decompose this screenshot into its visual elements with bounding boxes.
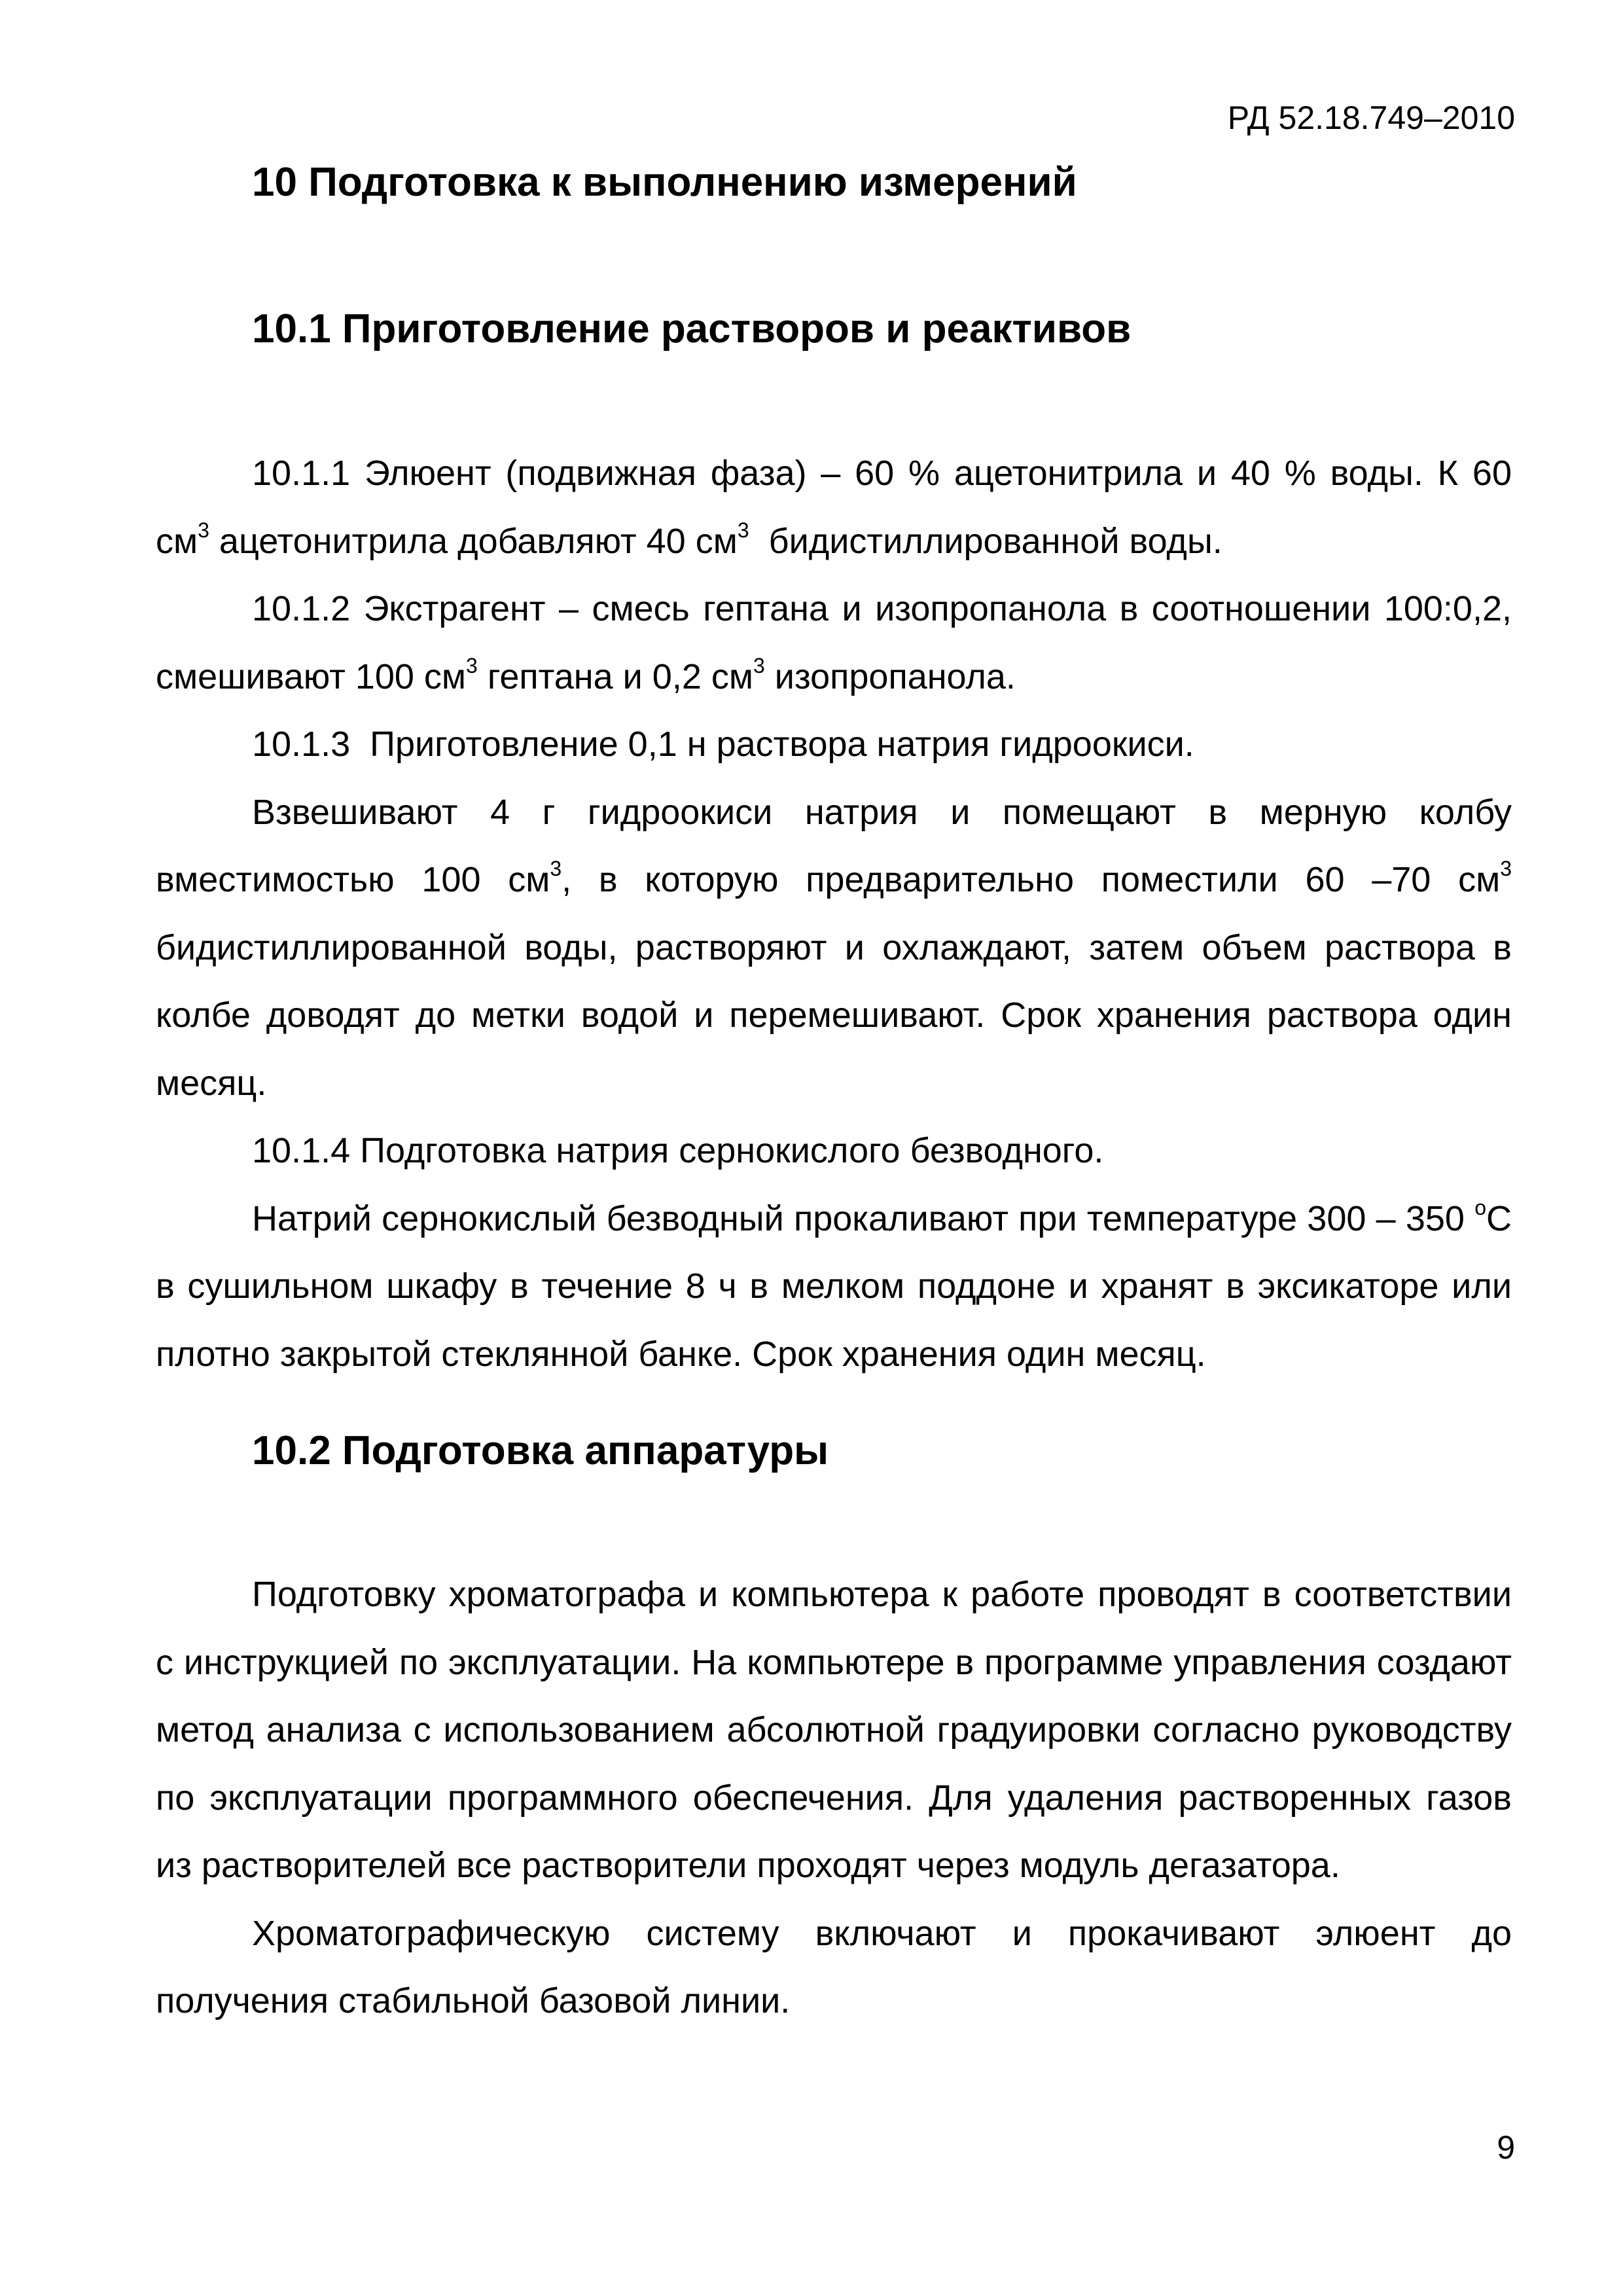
paragraph-10-1-4-body [156,1185,1512,1389]
page-number: 9 [1497,2129,1515,2166]
text-run: 10.1.1 Элюент (подвижная фаза) – 60 % ацетонитрила и 40 % воды. К 60 см [156,454,1512,561]
text-run: ацетонитрила добавляют 40 см [209,521,738,561]
text-run: бидистиллированной воды. [749,521,1222,561]
text-run: Взвешивают 4 г гидроокиси натрия и помещают в мерную колбу вместимостью 100 см [156,792,1512,899]
paragraph-10-1-4-title: 10.1.4 Подготовка натрия сернокислого безводного. [252,1131,1104,1170]
superscript: 3 [737,518,749,542]
paragraph-10-1-3-body [156,779,1512,1118]
document-code: РД 52.18.749–2010 [1227,99,1515,136]
paragraph-10-2-b: Хроматографическую систему включают и прокачивают элюент до получения стабильной базовой линии. [156,1913,1512,2020]
superscript: 3 [198,518,209,542]
paragraph-10-1-1 [156,440,1512,575]
superscript: 3 [550,857,562,880]
paragraph-10-1-2 [156,575,1512,711]
section-10-1-body [156,440,1512,1388]
superscript: о [1474,1195,1486,1219]
superscript: 3 [753,653,765,677]
text-run: Натрий сернокислый безводный прокаливают при температуре 300 – 350 [252,1198,1475,1238]
section-heading-10-1: 10.1 Приготовление растворов и реактивов [252,306,1132,351]
section-10-2-body [156,1561,1512,2036]
paragraph-10-2-a: Подготовку хроматографа и компьютера к работе проводят в соответствии с инструкцией по эксплуатации. На компьютере в программе управления создают метод анализа с использованием абсолютной градуировки согласно руководству по эксплуатации программного обеспечения. Для удаления растворенных газов из растворителей все растворители проходят через модуль дегазатора. [156,1575,1512,1885]
section-heading-10-2: 10.2 Подготовка аппаратуры [252,1428,829,1473]
text-run: , в которую предварительно поместили 60 –70 см [562,860,1501,899]
section-heading-10: 10 Подготовка к выполнению измерений [252,160,1077,205]
text-run: изопропанола. [764,656,1016,696]
text-run: 10.1.2 Экстрагент – смесь гептана и изопропанола в соотношении 100:0,2, смешивают 100 см [156,589,1512,696]
text-run: С в сушильном шкафу в течение 8 ч в мелком поддоне и хранят в эксикаторе или плотно закрытой стеклянной банке. Срок хранения один месяц. [156,1198,1512,1374]
text-run: гептана и 0,2 см [477,656,753,696]
superscript: 3 [466,653,478,677]
superscript: 3 [1500,857,1512,880]
paragraph-10-1-3-title: 10.1.3 Приготовление 0,1 н раствора натрия гидроокиси. [252,725,1194,764]
text-run: бидистиллированной воды, растворяют и охлаждают, затем объем раствора в колбе доводят до метки водой и перемешивают. Срок хранения раствора один месяц. [156,927,1512,1103]
